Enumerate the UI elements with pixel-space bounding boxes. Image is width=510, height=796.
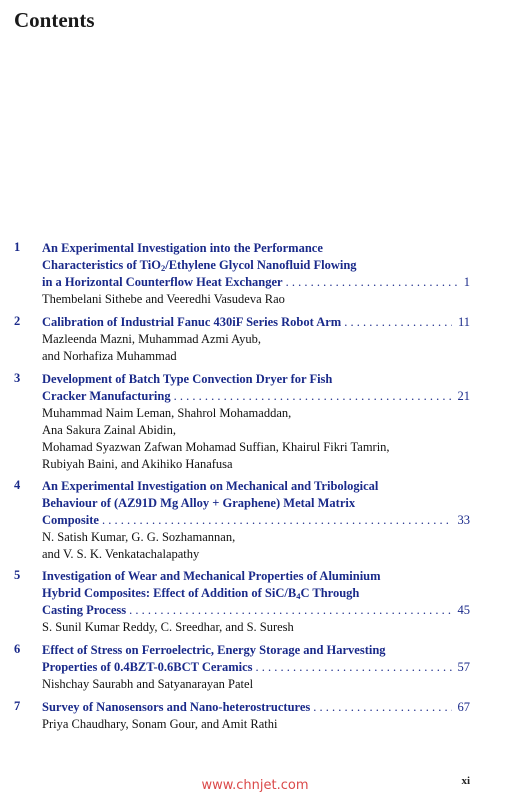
chapter-authors: and Norhafiza Muhammad bbox=[42, 349, 177, 363]
chapter-authors: Muhammad Naim Leman, Shahrol Mohamaddan, bbox=[42, 406, 292, 420]
chapter-authors: Ana Sakura Zainal Abidin, bbox=[42, 423, 176, 437]
chapter-title-line: Characteristics of TiO$_2$/Ethylene Glycol Nanofluid Flowing bbox=[42, 258, 357, 273]
chapter-title[interactable] bbox=[42, 240, 470, 308]
chapter-title-line: Behaviour of (AZ91D Mg Alloy + Graphene) Metal Matrix bbox=[42, 496, 356, 510]
dot-leader bbox=[253, 659, 452, 676]
chapter-number: 4 bbox=[14, 478, 21, 492]
chapter-title-line: Composite . . . 33 bbox=[42, 512, 470, 529]
chapter-page-number[interactable]: 1 bbox=[463, 275, 470, 289]
chapter-page-number[interactable]: 67 bbox=[457, 700, 470, 714]
chapter-title-line: An Experimental Investigation into the Performance bbox=[42, 241, 323, 255]
chapter-page-number[interactable]: 21 bbox=[457, 389, 470, 403]
contents-heading: Contents bbox=[14, 8, 95, 32]
chapter-authors: Mazleenda Mazni, Muhammad Azmi Ayub, bbox=[42, 332, 261, 346]
chapter-authors: and V. S. K. Venkatachalapathy bbox=[42, 547, 200, 561]
chapter-title-line: Cracker Manufacturing . . . 21 bbox=[42, 388, 470, 405]
chapter-title-line: Casting Process . . . 45 bbox=[42, 602, 470, 619]
chapter-title-line: in a Horizontal Counterflow Heat Exchanger . . . 1 bbox=[42, 274, 470, 291]
dot-leader bbox=[341, 314, 452, 331]
page-number: xi bbox=[461, 775, 470, 787]
chapter-title-line: Investigation of Wear and Mechanical Properties of Aluminium bbox=[42, 569, 381, 583]
dot-leader bbox=[171, 388, 452, 405]
chapter-title[interactable] bbox=[42, 371, 470, 473]
chapter-number: 2 bbox=[14, 314, 21, 328]
chapter-title-line: Survey of Nanosensors and Nano-heterostructures . . . 67 bbox=[42, 699, 470, 716]
chapter-page-number[interactable]: 57 bbox=[457, 660, 470, 674]
chapter-title[interactable] bbox=[42, 314, 470, 365]
chapter-authors: Thembelani Sithebe and Veeredhi Vasudeva Rao bbox=[42, 292, 285, 306]
chapter-title[interactable] bbox=[42, 699, 470, 733]
chapter-title-line: An Experimental Investigation on Mechanical and Tribological bbox=[42, 479, 379, 493]
chapter-page-number[interactable]: 33 bbox=[457, 513, 470, 527]
chapter-title[interactable] bbox=[42, 568, 470, 636]
chapter-title-line: Hybrid Composites: Effect of Addition of SiC/$B_4C$ Through bbox=[42, 586, 360, 601]
chapter-authors: Mohamad Syazwan Zafwan Mohamad Suffian, Khairul Fikri Tamrin, bbox=[42, 440, 390, 454]
chapter-authors: Priya Chaudhary, Sonam Gour, and Amit Rathi bbox=[42, 717, 278, 731]
chapter-title[interactable] bbox=[42, 478, 470, 563]
chapter-title-line: Properties of 0.4BZT-0.6BCT Ceramics . . . 57 bbox=[42, 659, 470, 676]
chapter-authors: S. Sunil Kumar Reddy, C. Sreedhar, and S. Suresh bbox=[42, 620, 294, 634]
chapter-authors: Rubiyah Baini, and Akihiko Hanafusa bbox=[42, 457, 233, 471]
chapter-number: 1 bbox=[14, 240, 21, 254]
chapter-number: 7 bbox=[14, 699, 21, 713]
chapter-number: 5 bbox=[14, 568, 21, 582]
dot-leader bbox=[310, 699, 451, 716]
dot-leader bbox=[283, 274, 458, 291]
watermark: www.chnjet.com bbox=[201, 778, 309, 793]
chapter-title[interactable] bbox=[42, 642, 470, 693]
chapter-authors: N. Satish Kumar, G. G. Sozhamannan, bbox=[42, 530, 236, 544]
chapter-title-line: Calibration of Industrial Fanuc 430iF Series Robot Arm . . . 11 bbox=[42, 314, 470, 331]
chapter-title-line: Effect of Stress on Ferroelectric, Energy Storage and Harvesting bbox=[42, 643, 386, 657]
dot-leader bbox=[126, 602, 451, 619]
chapter-number: 3 bbox=[14, 371, 21, 385]
chapter-authors: Nishchay Saurabh and Satyanarayan Patel bbox=[42, 677, 254, 691]
chapter-number: 6 bbox=[14, 642, 21, 656]
chapter-page-number[interactable]: 45 bbox=[457, 603, 470, 617]
chapter-page-number[interactable]: 11 bbox=[457, 315, 470, 329]
dot-leader bbox=[99, 512, 452, 529]
chapter-title-line: Development of Batch Type Convection Dryer for Fish bbox=[42, 372, 333, 386]
